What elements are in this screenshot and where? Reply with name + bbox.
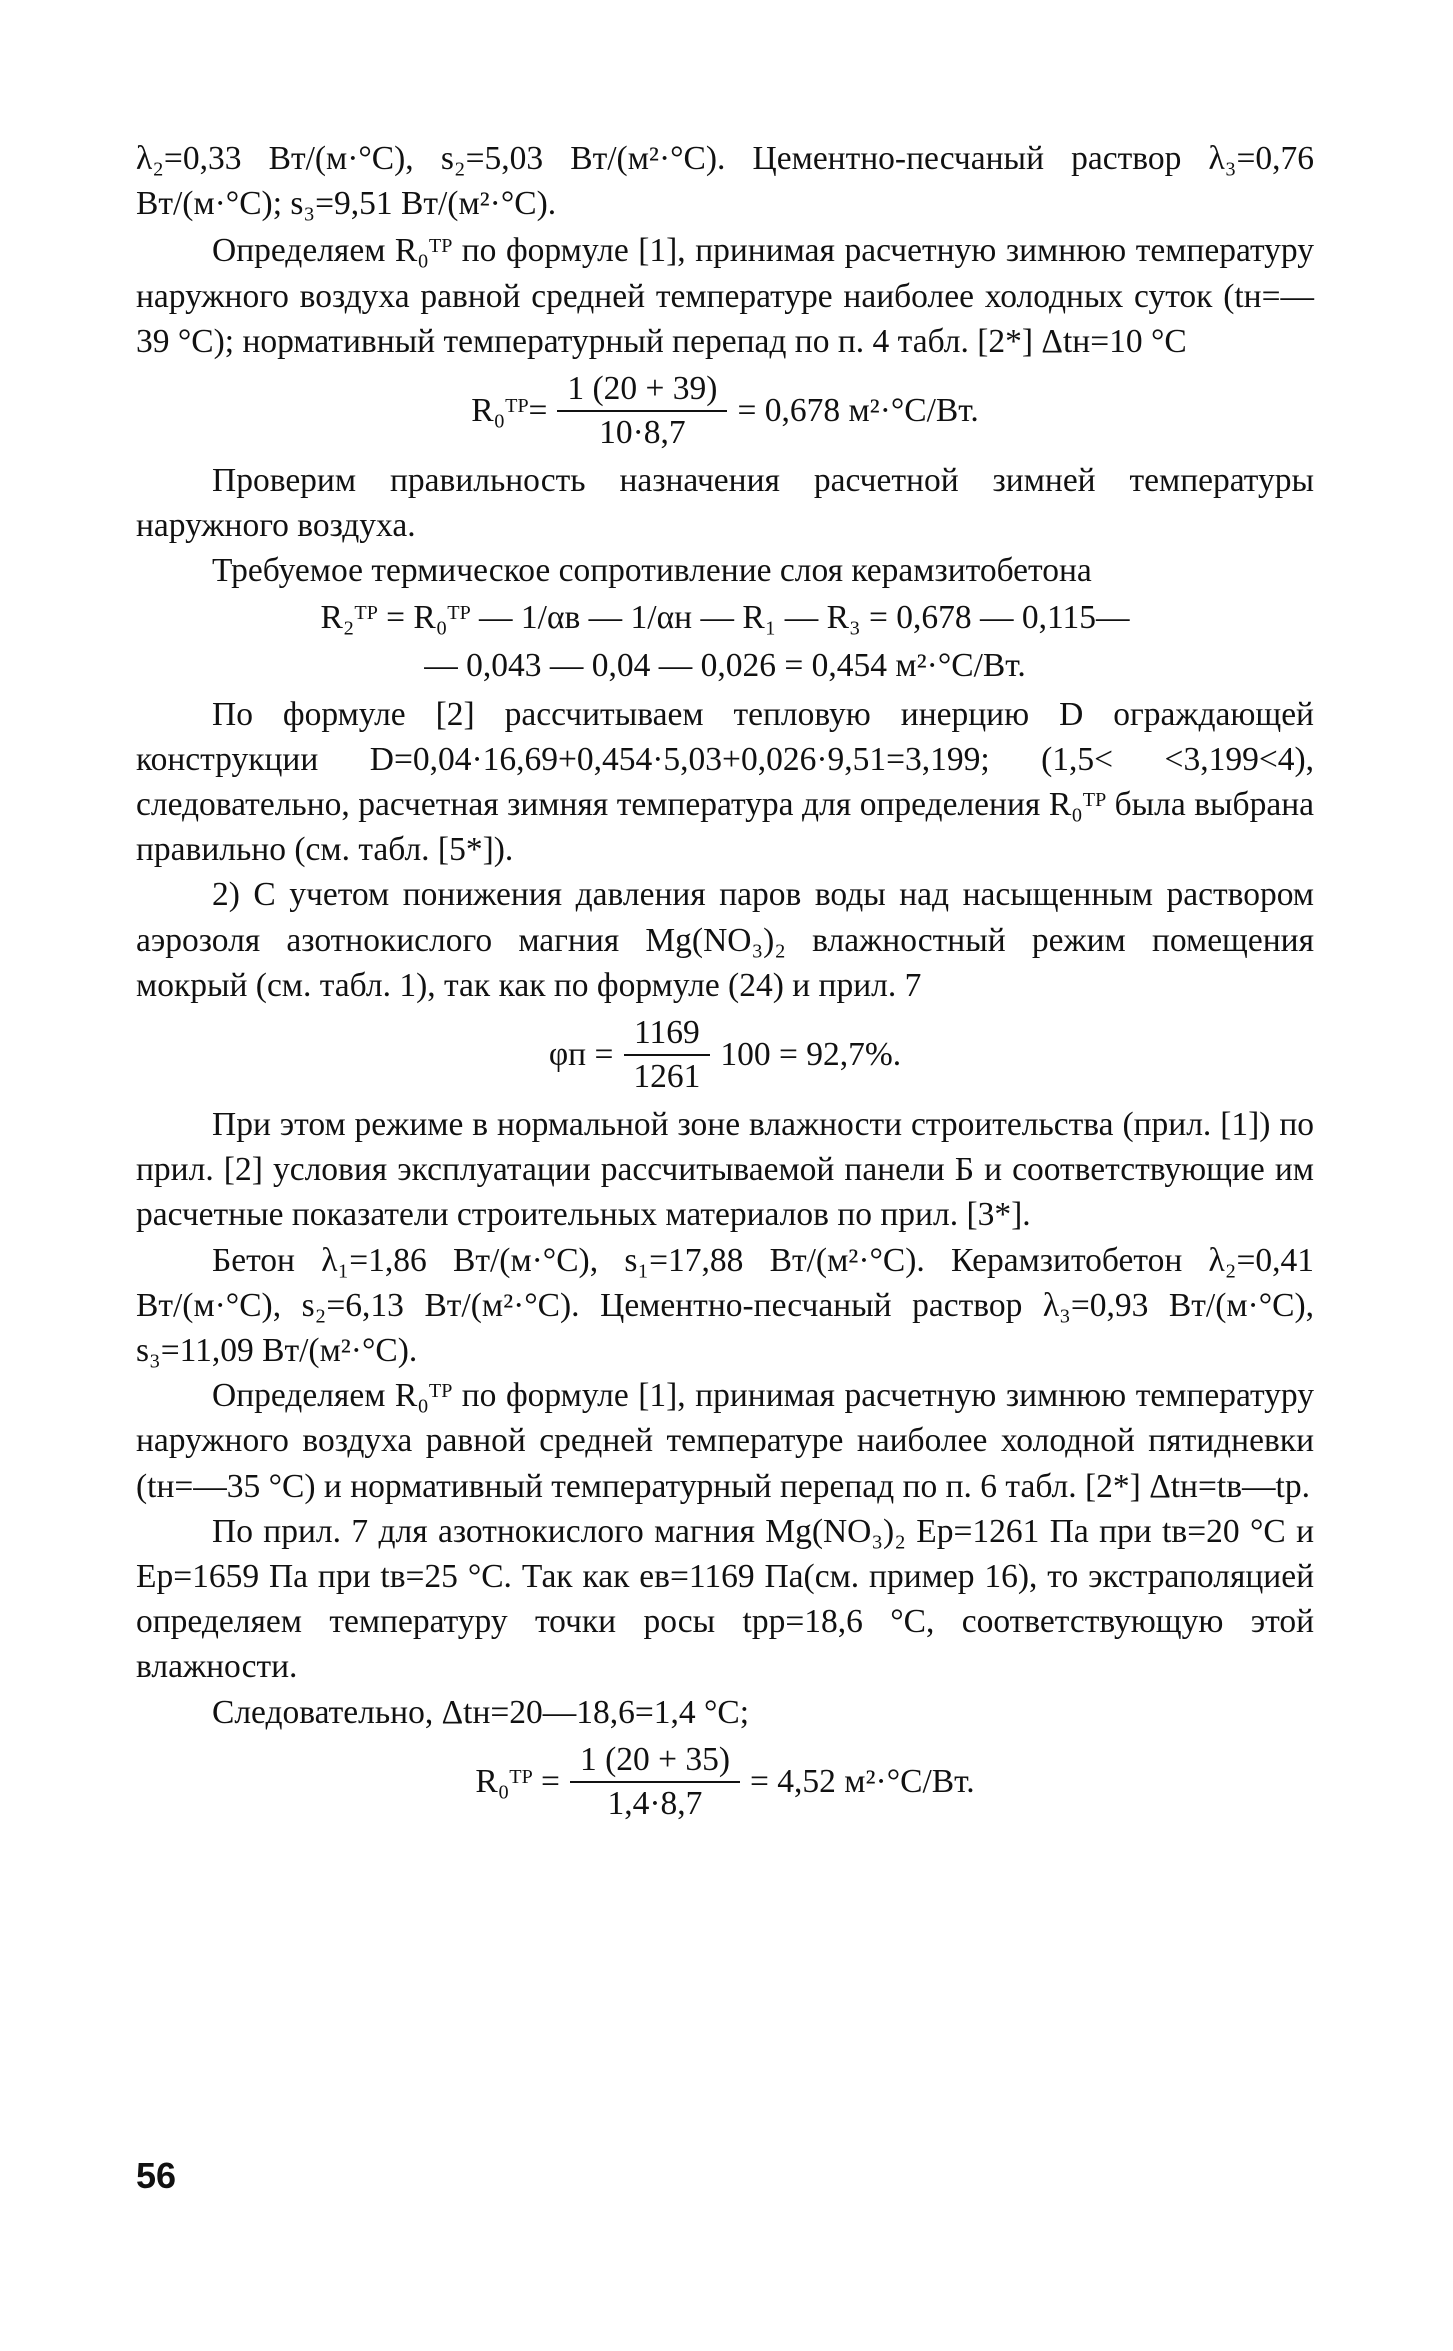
formula-r0-2-lhs: R₀ᵀᴾ = <box>475 1762 560 1800</box>
formula-r0-2-numerator: 1 (20 + 35) <box>570 1739 740 1783</box>
formula-r0-1-rhs: = 0,678 м²·°С/Вт. <box>737 392 979 430</box>
formula-r0-1-lhs: R₀ᵀᴾ= <box>471 392 548 430</box>
paragraph-determine-1: Определяем R₀ᵀᴾ по формуле [1], принимая расчетную зимнюю температуру наружного воздуха равной средней температуре наиболее холодных суток (tн=—39 °С); нормативный температурный перепад по п. 4 табл. [2*] Δtн=10 °С <box>136 232 1314 360</box>
paragraph-check: Проверим правильность назначения расчетной зимней температуры наружного воздуха. <box>136 462 1314 545</box>
formula-r0-1-fraction <box>557 368 727 454</box>
formula-phi-lhs: φп = <box>548 1036 614 1074</box>
paragraph-dew-point: По прил. 7 для азотнокислого магния Mg(NO₃)₂ Eр=1261 Па при tв=20 °С и Eр=1659 Па при tв=25 °С. Так как eв=1169 Па(см. пример 16), то экстраполяцией определяем температуру точки росы tрр=18,6 °С, соответствующую этой влажности. <box>136 1512 1314 1686</box>
formula-r0-2-denominator: 1,4·8,7 <box>607 1784 703 1822</box>
formula-phi-denominator: 1261 <box>633 1058 701 1096</box>
formula-r0-2-rhs: = 4,52 м²·°С/Вт. <box>750 1762 975 1800</box>
paragraph-materials-2: Бетон λ₁=1,86 Вт/(м·°С), s₁=17,88 Вт/(м²·°С). Керамзитобетон λ₂=0,41 Вт/(м·°С), s₂=6,13 Вт/(м²·°С). Цементно-песчаный раствор λ₃=0,93 Вт/(м·°С), s₃=11,09 Вт/(м²·°С). <box>136 1241 1314 1370</box>
text-column <box>136 136 1314 1829</box>
formula-phi-rhs: 100 = 92,7%. <box>720 1036 902 1074</box>
formula-r2-line-2: — 0,043 — 0,04 — 0,026 = 0,454 м²·°С/Вт. <box>424 646 1026 684</box>
formula-r0-1-denominator: 10·8,7 <box>599 414 686 452</box>
formula-phi <box>136 1012 1314 1098</box>
formula-r0-2-fraction <box>570 1739 740 1825</box>
paragraph-determine-2: Определяем R₀ᵀᴾ по формуле [1], принимая расчетную зимнюю температуру наружного воздуха равной средней температуре наиболее холодной пятидневки (tн=—35 °С) и нормативный температурный перепад по п. 6 табл. [2*] Δtн=tв—tр. <box>136 1377 1314 1505</box>
paragraph-materials-1: λ₂=0,33 Вт/(м·°С), s₂=5,03 Вт/(м²·°С). Цементно-песчаный раствор λ₃=0,76 Вт/(м·°С); s₃=9,51 Вт/(м²·°С). <box>136 140 1314 223</box>
formula-r2 <box>136 594 1314 690</box>
paragraph-therefore: Следовательно, Δtн=20—18,6=1,4 °С; <box>212 1693 750 1731</box>
paragraph-operating-conditions: При этом режиме в нормальной зоне влажности строительства (прил. [1]) по прил. [2] условия эксплуатации рассчитываемой панели Б и соответствующие им расчетные показатели строительных материалов по прил. [3*]. <box>136 1106 1314 1234</box>
paragraph-thermal-inertia: По формуле [2] рассчитываем тепловую инерцию D ограждающей конструкции D=0,04·16,69+0,454·5,03+0,026·9,51=3,199; (1,5< <3,199<4), следовательно, расчетная зимняя температура для определения R₀ᵀᴾ была выбрана правильно (см. табл. [5*]). <box>136 695 1314 869</box>
formula-phi-numerator: 1169 <box>624 1012 710 1056</box>
formula-phi-fraction <box>623 1012 710 1098</box>
page-number: 56 <box>136 2155 177 2196</box>
formula-r2-line-1: R₂ᵀᴾ = R₀ᵀᴾ — 1/αв — 1/αн — R₁ — R₃ = 0,678 — 0,115— <box>320 598 1130 636</box>
formula-r0-1-numerator: 1 (20 + 39) <box>557 368 727 412</box>
formula-r0-2 <box>136 1739 1314 1825</box>
paragraph-humidity-regime: 2) С учетом понижения давления паров воды над насыщенным раствором аэрозоля азотнокислого магния Mg(NO₃)₂ влажностный режим помещения мокрый (см. табл. 1), так как по формуле (24) и прил. 7 <box>136 876 1314 1004</box>
formula-r0-1 <box>136 368 1314 454</box>
paragraph-required-resistance: Требуемое термическое сопротивление слоя керамзитобетона <box>212 552 1092 590</box>
